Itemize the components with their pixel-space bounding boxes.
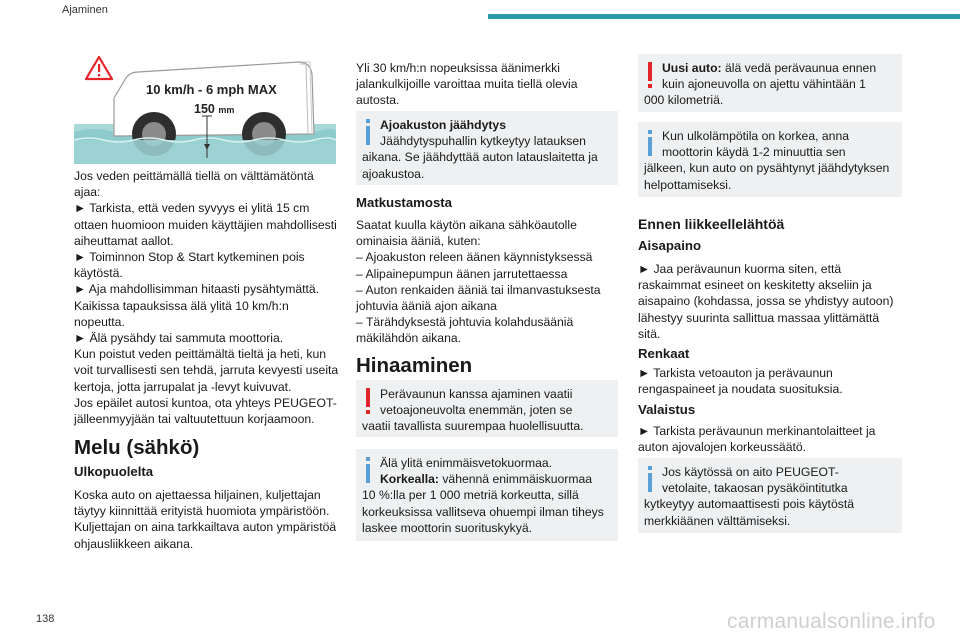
info-box-title: Ajoakuston jäähdytys <box>380 118 506 132</box>
depth-value: 150 <box>194 102 215 116</box>
speed-limit-label: 10 km/h - 6 mph MAX <box>146 82 277 97</box>
heading-ennen-liikkeellelahtoa: Ennen liikkeellelähtöä <box>638 216 785 232</box>
subheading-matkustamosta: Matkustamosta <box>356 195 453 210</box>
section-title: Ajaminen <box>62 4 108 16</box>
matkustamosta-text: Saatat kuulla käytön aikana sähköautolle ominaisia ääniä, kuten: – Ajoakuston releen äänen käynnistyksessä – Alipainepumpun äänen jarrutettaessa – Auton renkaiden ääniä tai ilmanvastuksesta johtuvia ääniä ajon aikana – Tärähdyksestä johtuvia kolahdusääniä mäkilähdön aikana. <box>356 218 601 346</box>
heading-hinaaminen: Hinaaminen <box>356 354 473 377</box>
subheading-aisapaino: Aisapaino <box>638 238 702 253</box>
heading-melu: Melu (sähkö) <box>74 436 200 459</box>
renkaat-text: ► Tarkista vetoauton ja perävaunun rengaspaineet ja noudata suosituksia. <box>638 366 843 397</box>
ulkopuolelta-text: Koska auto on ajettaessa hiljainen, kuljettajan täytyy kiinnittää erityistä huomiota ympäristöön. Kuljettajan on aina tarkkailtava auton ympäristöä ohjausliikkeen aikana. <box>74 488 337 551</box>
info-box-parking-sensor: Jos käytössä on aito PEUGEOT- vetolaite, takaosan pysäköintitutka kytkeytyy automaattisesti pois käytöstä merkkiäänen välttämiseksi. <box>638 458 902 533</box>
depth-label <box>194 102 234 116</box>
info-box-battery-cooling: Ajoakuston jäähdytys Jäähdytyspuhallin kytkeytyy latauksen aikana. Se jäähdyttää auton latauslaitetta ja ajoakustoa. <box>356 111 618 185</box>
subheading-ulkopuolelta: Ulkopuolelta <box>74 464 154 479</box>
watermark: carmanualsonline.info <box>727 610 936 633</box>
pedestrian-warning-text: Yli 30 km/h:n nopeuksissa äänimerkki jalankulkijoille varoittaa muita tiellä olevia autosta. <box>356 61 578 108</box>
warning-triangle-icon <box>84 55 114 81</box>
header-accent-bar <box>488 14 960 19</box>
subheading-renkaat: Renkaat <box>638 346 690 361</box>
warning-box-new-car: Uusi auto: älä vedä perävaunua ennen kuin ajoneuvolla on ajettu vähintään 1 000 kilometriä. <box>638 54 902 112</box>
subheading-valaistus: Valaistus <box>638 402 696 417</box>
valaistus-text: ► Tarkista perävaunun merkinantolaitteet ja auton ajovalojen korkeussäätö. <box>638 424 876 455</box>
wading-intro: Jos veden peittämällä tiellä on välttämätöntä ajaa: ► Tarkista, että veden syvyys ei ylitä 15 cm ottaen huomioon muiden käyttäjien mahdollisesti aiheuttamat aallot. ► Toiminnon Stop & Start kytkeminen pois käytöstä. ► Aja mahdollisimman hitaasti pysähtymättä. Kaikissa tapauksissa älä ylitä 10 km/h:n nopeutta. ► Älä pysähdy tai sammuta moottoria. Kun poistut veden peittämältä tieltä ja heti, kun voit turvallisesti sen tehdä, jarruta kevyesti useita kertoja, jotta jarrupalat ja -levyt kuivuvat. Jos epäilet autosi kuntoa, ota yhteys PEUGEOT- jälleenmyyjään tai valtuutettuun korjaamoon. <box>74 169 339 427</box>
page-number: 138 <box>36 613 55 625</box>
depth-unit: mm <box>218 105 235 115</box>
warning-box-towing: Perävaunun kanssa ajaminen vaatii vetoajoneuvolta enemmän, joten se vaatii tavallista suurempaa huolellisuutta. <box>356 380 618 437</box>
aisapaino-text: ► Jaa perävaunun kuorma siten, että raskaimmat esineet on keskitetty akseliin ja aisapaino (kohdassa, jossa se yhdistyy autoon) lähestyy suurinta sallittua massaa ylittämättä sitä. <box>638 262 894 341</box>
info-box-cooling: Kun ulkolämpötila on korkea, anna moottorin käydä 1-2 minuuttia sen jälkeen, kun auto on pysähtynyt jäähdytyksen helpottamiseksi. <box>638 122 902 197</box>
info-box-max-load: Älä ylitä enimmäisvetokuormaa. Korkealla: vähennä enimmäiskuormaa 10 %:lla per 1 000 metriä korkeutta, sillä korkeuksissa vallitseva ohuempi ilman tiheys laskee moottorin suorituskykyä. <box>356 449 618 541</box>
